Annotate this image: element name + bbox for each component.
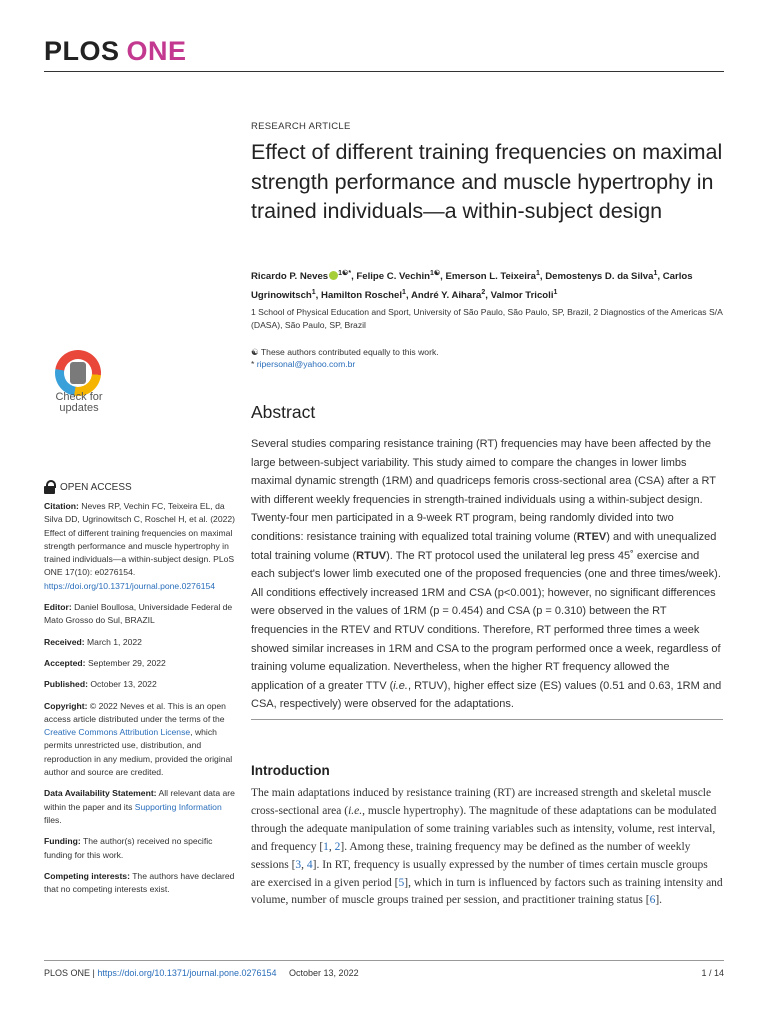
editor-label: Editor: — [44, 602, 72, 613]
accepted-date: September 29, 2022 — [87, 657, 166, 668]
author-affil: 1 — [402, 288, 406, 296]
abstract-ie: i.e. — [393, 679, 408, 692]
author-name[interactable]: Demostenys D. da Silva — [545, 271, 654, 283]
funding-text: The author(s) received no specific funding for this work. — [44, 836, 213, 860]
author-name[interactable]: Felipe C. Vechin — [356, 271, 430, 283]
competing-interests-label: Competing interests: — [44, 870, 130, 881]
copyright-label: Copyright: — [44, 700, 88, 711]
intro-part: ]. — [655, 894, 663, 907]
citation-text: Neves RP, Vechin FC, Teixeira EL, da Silva DD, Ugrinowitsch C, Roschel H, et al. (2022) Effect of different training frequencies on maximal strength performance and muscle hypertrophy in trained individuals—a within-subject design. PLoS ONE 17(10): e0276154. — [44, 501, 236, 578]
data-availability-end: files. — [44, 814, 62, 825]
abstract-part: , RTUV), higher effect size (ES) values (0.51 and 0.63, 1RM and CSA, respectively) were observed for the adaptations. — [251, 679, 722, 711]
abstract-rtev: RTEV — [576, 530, 607, 543]
intro-ie: i.e. — [348, 804, 363, 817]
citation-doi-link[interactable]: https://doi.org/10.1371/journal.pone.0276154 — [44, 580, 216, 591]
data-availability-block — [44, 787, 236, 827]
funding-block — [44, 835, 236, 862]
received-date: March 1, 2022 — [87, 636, 142, 647]
citation-block — [44, 500, 236, 593]
data-availability-label: Data Availability Statement: — [44, 788, 157, 799]
license-link[interactable]: Creative Commons Attribution License — [44, 727, 191, 738]
author-name[interactable]: Emerson L. Teixeira — [445, 271, 536, 283]
article-title: Effect of different training frequencies on maximal strength performance and muscle hypertrophy in trained individuals—a within-subject design — [251, 140, 723, 223]
check-updates-label — [43, 392, 115, 414]
citation-label: Citation: — [44, 501, 79, 511]
intro-part: ]. Among these, training frequency may be defined as the number of weekly sessions [ — [251, 840, 691, 871]
author-name[interactable]: Carlos Ugrinowitsch — [251, 271, 693, 301]
header-divider — [44, 71, 724, 72]
received-block — [44, 636, 236, 649]
reference-link[interactable]: 2 — [334, 840, 341, 853]
badge-line2: updates — [59, 402, 99, 414]
intro-part: The main adaptations induced by resistance training (RT) are increased strength and skeletal muscle cross-sectional area ( — [251, 787, 712, 817]
abstract-heading: Abstract — [251, 402, 316, 422]
copyright-block — [44, 700, 236, 780]
author-name[interactable]: Hamilton Roschel — [321, 289, 403, 301]
email-link[interactable]: ripersonal@yahoo.com.br — [256, 359, 356, 369]
reference-link[interactable]: 5 — [398, 876, 405, 889]
introduction-heading: Introduction — [251, 763, 330, 778]
abstract-text — [251, 435, 723, 714]
author-name[interactable]: Valmor Tricoli — [490, 289, 554, 301]
published-block — [44, 678, 236, 691]
article-type: RESEARCH ARTICLE — [251, 121, 351, 132]
received-label: Received: — [44, 636, 85, 647]
accepted-label: Accepted: — [44, 657, 86, 668]
article-info-sidebar — [44, 500, 236, 904]
competing-interests-block — [44, 870, 236, 897]
funding-label: Funding: — [44, 836, 81, 847]
abstract-part: Several studies comparing resistance training (RT) frequencies may have been affected by the large between-subject variability. This study aimed to compare the changes in lower limbs maximal dynamic strength (1RM) and quadriceps femoris cross-sectional area (CSA) after a RT with different weekly frequencies in strength-trained individuals using a within-subject design. Twenty-four men participated in a 9-week RT program, being randomly divided into two conditions: resistance training with equalized total training volume ( — [251, 438, 716, 543]
intro-part: , — [328, 840, 335, 853]
footer-doi-link[interactable]: https://doi.org/10.1371/journal.pone.0276154 — [97, 968, 277, 978]
abstract-part: ). The RT protocol used the unilateral leg press 45˚ exercise and each subject's lower limb executed one of the proposed frequencies (one and three times/week). All conditions effectively increased 1RM and CSA (p<0.001); however, no significant differences were observed in the values of 1RM (p = 0.454) and CSA (p = 0.310) between the RT frequencies in the RTEV and RTUV conditions. Therefore, RT performed three times a week showed similar increases in 1RM and CSA to the program performed once a week, regardless of training volume equalization. Nevertheless, when the higher RT frequency allowed the application of a greater TTV ( — [251, 549, 721, 692]
author-affil: 1 — [653, 270, 658, 277]
editor-text: Daniel Boullosa, Universidade Federal de Mato Grosso do Sul, BRAZIL — [44, 602, 233, 626]
author-notes — [251, 346, 723, 370]
supporting-info-link[interactable]: Supporting Information — [134, 801, 222, 812]
abstract-rtuv: RTUV — [356, 549, 387, 562]
open-access-text: OPEN ACCESS — [60, 481, 132, 493]
footer-journal: PLOS ONE — [44, 968, 91, 978]
author-affil: 2 — [481, 288, 486, 296]
accepted-block — [44, 657, 236, 670]
open-access-label — [44, 480, 132, 494]
bookmark-icon — [70, 362, 86, 384]
equal-contribution-note: ☯ These authors contributed equally to this work. — [251, 347, 439, 357]
published-date: October 13, 2022 — [90, 679, 157, 690]
copyright-text-end: , which permits unrestricted use, distribution, and reproduction in any medium, provided the original author and source are credited. — [44, 727, 233, 778]
intro-part: , muscle hypertrophy). The magnitude of these adaptations can be modulated through the adequate manipulation of some training variables such as intensity, volume, rest interval, and frequency [ — [251, 804, 717, 853]
logo-one: ONE — [126, 36, 187, 66]
badge-line1: Check for — [55, 391, 103, 403]
footer-divider — [44, 960, 724, 961]
copyright-text: © 2022 Neves et al. This is an open access article distributed under the terms of the — [44, 700, 226, 724]
logo-plos: PLOS — [44, 36, 120, 66]
page-footer — [44, 968, 359, 978]
open-lock-icon — [44, 480, 56, 494]
journal-logo[interactable] — [44, 36, 187, 67]
editor-block — [44, 601, 236, 628]
data-availability-text: All relevant data are within the paper and its — [44, 788, 235, 812]
author-affil: 1☯* — [338, 270, 352, 277]
orcid-icon[interactable] — [329, 271, 338, 280]
affiliations: 1 School of Physical Education and Sport, University of São Paulo, São Paulo, SP, Brazil, 2 Diagnostics of the Americas S/A (DASA), São Paulo, SP, Brazil — [251, 307, 723, 330]
author-affil: 1 — [553, 288, 558, 296]
reference-link[interactable]: 6 — [649, 894, 656, 907]
corresponding-email — [251, 358, 723, 370]
author-affil: 1 — [535, 270, 540, 277]
intro-part: , — [301, 858, 307, 871]
reference-link[interactable]: 1 — [323, 840, 329, 853]
page-number: 1 / 14 — [701, 968, 724, 978]
introduction-text — [251, 785, 723, 910]
author-name[interactable]: Ricardo P. Neves — [251, 271, 329, 283]
intro-part: ], which in turn is influenced by factors such as training intensity and volume, number of muscle groups trained per session, and practitioner training status [ — [251, 876, 723, 907]
footer-separator: | — [90, 968, 98, 978]
abstract-part: ) and with unequalized total training volume ( — [251, 530, 717, 562]
check-for-updates-badge[interactable] — [43, 348, 115, 426]
author-affil: 1☯ — [429, 270, 441, 277]
published-label: Published: — [44, 679, 88, 690]
competing-interests-text: The authors have declared that no competing interests exist. — [44, 870, 235, 895]
footer-date: October 13, 2022 — [289, 968, 359, 978]
abstract-divider — [251, 719, 723, 720]
email-marker: * — [251, 359, 255, 369]
author-name[interactable]: André Y. Aihara — [410, 289, 482, 301]
intro-part: ]. In RT, frequency is usually expressed by the number of times certain muscle groups are exercised in a given period [ — [251, 858, 708, 889]
author-list: Ricardo P. Neves $^{1☯*}$, Felipe C. Vechin$^{1☯}$, Emerson L. Teixeira$^1$, Demostenys D. da Silva$^1$, Carlos Ugrinowitsch$^1$, Hamilton Roschel$^1$, André Y. Aihara$^2$, Valmor Tricoli$^1$ — [251, 270, 693, 301]
author-affil: 1 — [311, 288, 316, 296]
reference-link[interactable]: 3 — [295, 858, 302, 871]
reference-link[interactable]: 4 — [306, 858, 313, 871]
